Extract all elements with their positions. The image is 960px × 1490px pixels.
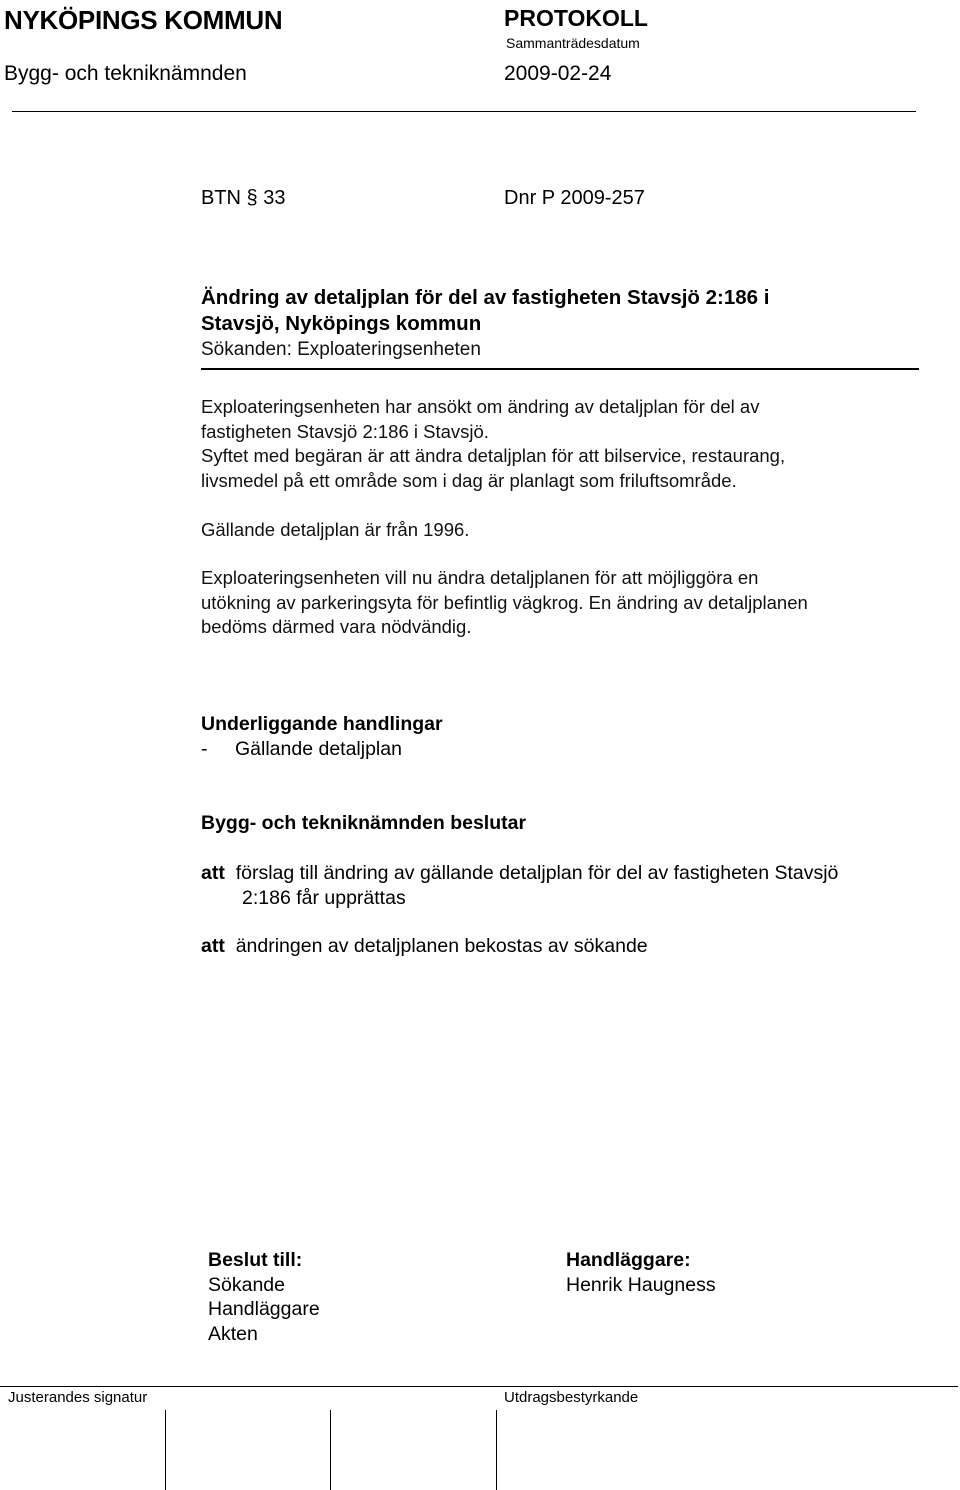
distribution-recipient: Handläggare <box>208 1298 320 1320</box>
distribution-heading: Beslut till: <box>208 1249 303 1271</box>
distribution-recipient: Sökande <box>208 1273 285 1296</box>
decision-item-2-text: ändringen av detaljplanen bekostas av sökande <box>235 935 648 957</box>
meeting-date: 2009-02-24 <box>504 62 612 85</box>
case-number: Dnr P 2009-257 <box>504 187 645 209</box>
paragraph-line: utökning av parkeringsyta för befintlig vägkrog. En ändring av detaljplanen <box>201 591 808 613</box>
att-label: att <box>201 935 225 957</box>
decision-item-1-continuation: 2:186 får upprättas <box>242 887 406 909</box>
paragraph-line: bedöms därmed vara nödvändig. <box>201 616 472 637</box>
paragraph-line: Syftet med begäran är att ändra detaljplan för att bilservice, restaurang, <box>201 445 786 466</box>
applicant: Sökanden: Exploateringsenheten <box>201 339 481 360</box>
paragraph-line: Exploateringsenheten har ansökt om ändring av detaljplan för del av <box>201 396 760 417</box>
decision-item-2 <box>201 935 648 958</box>
footer-divider <box>0 1386 958 1387</box>
background-paragraph <box>201 395 785 493</box>
handler-heading: Handläggare: <box>566 1249 691 1271</box>
decision-heading: Bygg- och tekniknämnden beslutar <box>201 812 527 834</box>
proposal-paragraph <box>201 566 808 640</box>
meeting-date-label: Sammanträdesdatum <box>506 35 640 51</box>
document-type: PROTOKOLL <box>504 5 648 31</box>
paragraph-line: livsmedel på ett område som i dag är planlagt som friluftsområde. <box>201 469 737 491</box>
distribution-block <box>208 1248 320 1346</box>
list-dash: - <box>201 738 208 760</box>
title-divider <box>201 368 919 370</box>
underlying-documents-heading: Underliggande handlingar <box>201 713 443 735</box>
board-name: Bygg- och tekniknämnden <box>4 62 247 85</box>
decision-item-1 <box>201 861 838 911</box>
signature-label: Justerandes signatur <box>8 1389 148 1406</box>
current-plan-paragraph: Gällande detaljplan är från 1996. <box>201 519 470 540</box>
header-divider <box>12 111 916 112</box>
organization-name: NYKÖPINGS KOMMUN <box>4 5 283 35</box>
section-reference: BTN § 33 <box>201 187 286 209</box>
handler-block <box>566 1248 716 1297</box>
decision-item-1-text: förslag till ändring av gällande detaljplan för del av fastigheten Stavsjö <box>235 862 839 884</box>
case-title-line-2: Stavsjö, Nyköpings kommun <box>201 312 482 335</box>
distribution-recipient: Akten <box>208 1322 258 1345</box>
certification-label: Utdragsbestyrkande <box>504 1389 639 1406</box>
underlying-document-item <box>201 738 402 761</box>
handler-name: Henrik Haugness <box>566 1273 716 1296</box>
underlying-document-label: Gällande detaljplan <box>235 738 402 760</box>
paragraph-line: Exploateringsenheten vill nu ändra detaljplanen för att möjliggöra en <box>201 567 759 588</box>
signature-box-divider <box>496 1410 497 1490</box>
signature-box-divider <box>165 1410 166 1490</box>
signature-box-divider <box>330 1410 331 1490</box>
att-label: att <box>201 862 225 884</box>
paragraph-line: fastigheten Stavsjö 2:186 i Stavsjö. <box>201 420 489 442</box>
case-title-block <box>201 285 769 363</box>
case-title-line-1: Ändring av detaljplan för del av fastigheten Stavsjö 2:186 i <box>201 286 770 309</box>
